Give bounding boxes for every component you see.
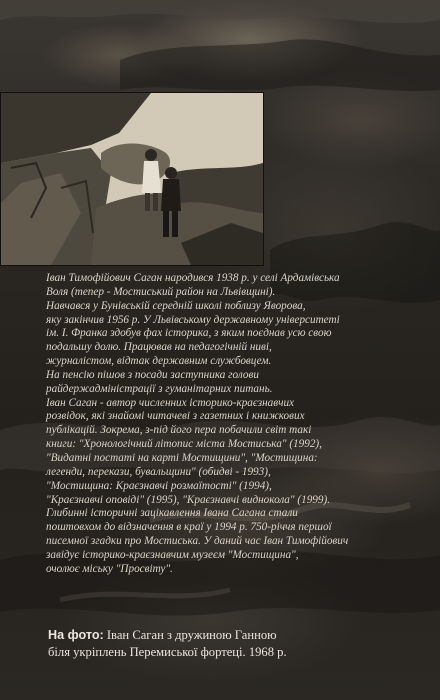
biography-line: завідує історико-краєзнавчим музеєм "Мостищина", [46,548,299,561]
biography-line: райдержадміністрації з гуманітарних питань. [46,382,273,395]
biography-line: Воля (тепер - Мостиський район на Львівщині). [46,285,276,298]
biography-line: ім. І. Франка здобув фах історика, з яким поєднав усю свою [46,327,332,340]
biography-line: журналістом, відтак державним службовцем. [46,355,272,368]
biography-line: На пенсію пішов з посади заступника голови [46,368,259,381]
biography-line: яку закінчив 1956 р. У Львівському державному університеті [46,313,340,326]
biography-line: легенди, перекази, бувальщини" (обидві - 1993), [46,465,271,478]
caption-line-1 [48,627,428,644]
biography-line: Навчався у Бунівській середній школі поблизу Яворова, [46,299,306,312]
biography-text [46,272,426,577]
biography-line: розвідок, які знайомі читачеві з газетних і книжкових [46,410,305,423]
biography-line: поштовхом до відзначення в краї у 1994 р. 750-річчя першої [46,521,332,534]
photo-caption [48,627,428,660]
biography-line: очолює міську "Просвіту". [46,562,173,575]
biography-line: книги: "Хронологічний літопис міста Мостиська" (1992), [46,438,322,451]
biography-line: Іван Саган - автор численних історико-краєзнавчих [46,396,295,409]
caption-label: На фото: [48,628,104,642]
historical-photo [0,92,264,266]
biography-line: подальшу долю. Працював на педагогічній ниві, [46,341,272,354]
caption-line-2: біля укріплень Перемиської фортеці. 1968 р. [48,644,287,659]
biography-line: "Мостищина: Краєзнавчі розмаїтості" (1994), [46,479,272,492]
biography-line: "Краєзнавчі оповіді" (1995), "Краєзнавчі видноколa" (1999). [46,493,330,506]
biography-line: "Видатні постаті на карті Мостищини", "Мостищина: [46,451,318,464]
biography-line: публікацій. Зокрема, з-під його пера побачили світ такі [46,424,312,437]
biography-line: писемної згадки про Мостиська. У даний час Іван Тимофійович [46,535,349,548]
biography-line: Глибинні історичні зацікавлення Івана Сагана стали [46,507,298,520]
biography-line: Іван Тимофійович Саган народився 1938 р. у селі Ардамівська [46,272,340,284]
photo-couple-at-fortress-image [1,93,263,265]
caption-line-1-text: Іван Саган з дружиною Ганною [103,628,277,642]
